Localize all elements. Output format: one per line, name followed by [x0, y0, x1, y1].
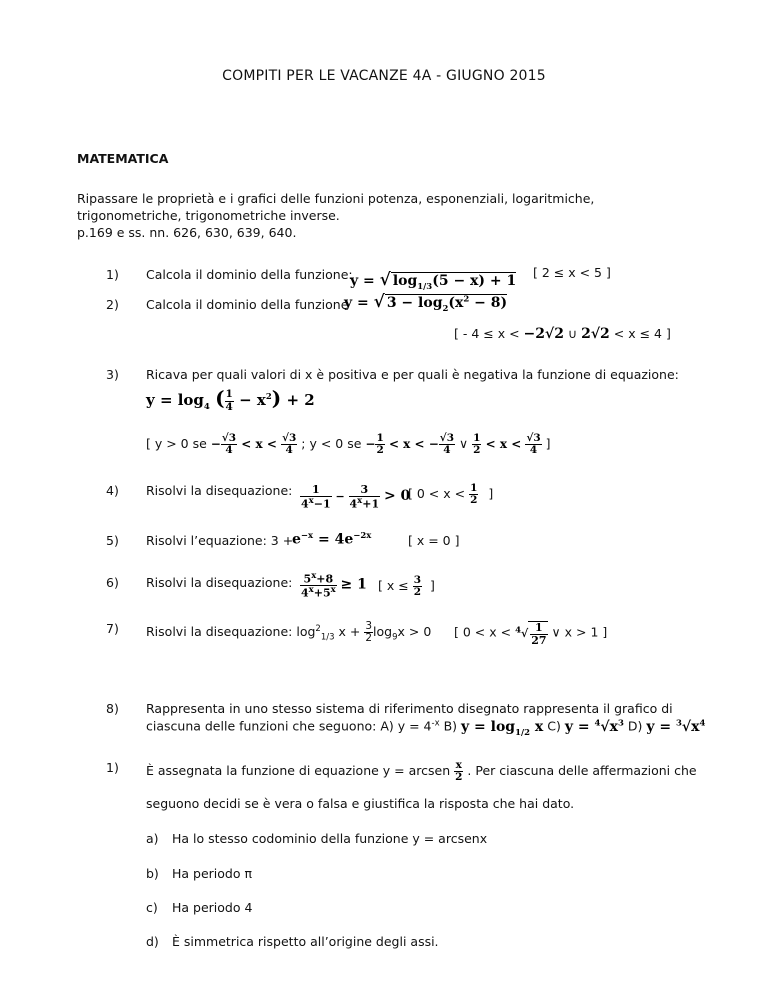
exercise-answer	[378, 575, 435, 598]
exercise-text: Risolvi l’equazione: 3 +	[146, 533, 294, 548]
exercise-text	[146, 760, 697, 783]
answer-part: ∨	[459, 436, 469, 452]
exercise-text: Risolvi la disequazione:	[146, 483, 293, 498]
exercise-text: Calcola il dominio della funzione:	[146, 267, 353, 282]
answer-part: [ 0 < x <	[454, 624, 512, 640]
text-part: È assegnata la funzione di equazione y = arcsen	[146, 763, 451, 779]
exercise-number: 5)	[106, 533, 119, 548]
intro-paragraph	[77, 190, 594, 241]
exercise-text: ciascuna delle funzioni che seguono: A) $y = 4^{-x}$ B) $y = \log_{1/2} x$ C) $y = ^4√x^3$ D) $y = ^3√x^4$	[146, 718, 706, 738]
formula-image: − $\frac{1}{2}$ < x < − $\frac{√3}{4}$	[365, 432, 455, 457]
text-part: ciascuna delle funzioni che seguono: A) y = 4	[146, 718, 432, 734]
text-part: Risolvi la disequazione: log	[146, 624, 316, 640]
exercise-text: seguono decidi se è vera o falsa e giustifica la risposta che hai dato.	[146, 796, 575, 811]
intro-line: trigonometriche, trigonometriche inverse.	[77, 208, 340, 223]
item-label: c)	[146, 900, 158, 915]
exercise-number: 2)	[106, 297, 119, 312]
formula-image: $y = \log_{1/2} x$	[461, 718, 544, 738]
formula-image: $\frac{3}{2}$	[365, 620, 373, 645]
exercise-number: 1)	[106, 267, 119, 282]
intro-line: p.169 e ss. nn. 626, 630, 639, 640.	[77, 225, 297, 240]
item-text: È simmetrica rispetto all’origine degli assi.	[172, 934, 439, 949]
formula-image: $e^{-x} = 4e^{-2x}$	[292, 531, 372, 548]
text-part: B)	[443, 718, 458, 734]
item-text: Ha lo stesso codominio della funzione y = arcsenx	[172, 831, 488, 846]
exercise-answer	[408, 483, 493, 506]
answer-part: ; y < 0 se	[301, 436, 362, 452]
answer-part: ]	[545, 436, 551, 452]
formula-image: $y = \log_4$ ( $\frac{1}{4}$ − $x^2) + 2$	[146, 386, 315, 413]
formula-image: $y = ^3√x^4$	[646, 718, 706, 735]
formula-image: $^4$√ $\frac{1}{27}$	[515, 621, 547, 647]
answer-part: ∨ x > 1 ]	[551, 624, 608, 640]
exercise-text: Risolvi la disequazione: $\log^2_{1/3} x$ + $\frac{3}{2}$ $\log_9x > 0$	[146, 620, 432, 645]
answer-part: [ 0 < x <	[408, 486, 466, 502]
text-part: x +	[338, 624, 361, 640]
formula-image: $\frac{1}{4^x-1}$ − $\frac{3}{4^x+1}$ > 0	[301, 483, 411, 511]
exercise-text: Calcola il dominio della funzione	[146, 297, 349, 312]
exercise-number: 8)	[106, 701, 119, 716]
answer-part: [ - 4 ≤ x <	[454, 326, 520, 341]
exercise-number: 4)	[106, 483, 119, 498]
answer-part: ]	[429, 578, 435, 594]
page-title: COMPITI PER LE VACANZE 4A - GIUGNO 2015	[222, 68, 546, 84]
exercise-number: 3)	[106, 367, 119, 382]
formula-image: $y = ^4√x^3$	[564, 718, 624, 735]
exercise-answer: [ 2 ≤ x < 5 ]	[533, 265, 611, 280]
formula-image: y = √ $3 - \log_2(x^2 - 8)$	[344, 292, 508, 314]
formula-image: $\frac{5^x+8}{4^x+5^x}$ ≥ 1	[301, 571, 367, 600]
exercise-number: 6)	[106, 575, 119, 590]
exercise-answer	[146, 433, 551, 456]
section-heading: MATEMATICA	[77, 151, 169, 166]
answer-part: [ y > 0 se	[146, 436, 207, 452]
formula-image: $\frac{x}{2}$	[455, 759, 463, 784]
text-part: C)	[547, 718, 561, 734]
item-text: Ha periodo π	[172, 866, 252, 881]
text-part: x > 0	[397, 624, 432, 640]
exercise-answer: [ x = 0 ]	[408, 533, 460, 548]
formula-image: − $\frac{√3}{4}$ < x < $\frac{√3}{4}$	[210, 432, 297, 457]
formula-image: $\frac{1}{2}$	[470, 482, 478, 507]
answer-part: ∪	[567, 326, 578, 341]
formula-image: 2√2	[581, 326, 610, 342]
exercise-text: Rappresenta in uno stesso sistema di riferimento disegnato rappresenta il grafico di	[146, 701, 673, 716]
exercise-number: 7)	[106, 621, 119, 636]
formula-image: $\frac{3}{2}$	[413, 574, 421, 599]
text-part: D)	[627, 718, 643, 734]
exercise-text: Risolvi la disequazione:	[146, 575, 293, 590]
text-part: log	[373, 624, 393, 640]
formula-image: $\frac{1}{2}$ < x < $\frac{√3}{4}$	[473, 432, 541, 457]
exercise-answer	[454, 621, 607, 646]
text-part: . Per ciascuna delle affermazioni che	[467, 763, 697, 779]
exercise-text: Ricava per quali valori di x è positiva e per quali è negativa la funzione di equazione:	[146, 367, 679, 382]
answer-part: [ x ≤	[378, 578, 409, 594]
answer-part: ]	[488, 486, 494, 502]
item-text: Ha periodo 4	[172, 900, 253, 915]
intro-line: Ripassare le proprietà e i grafici delle funzioni potenza, esponenziali, logaritmiche,	[77, 191, 595, 206]
item-label: d)	[146, 934, 159, 949]
answer-part: < x ≤ 4 ]	[613, 326, 671, 341]
formula-image: y = √ $\log_{1/3}(5 - x) + 1$	[350, 270, 517, 292]
exercise-number: 1)	[106, 760, 119, 775]
formula-image: −2√2	[523, 326, 564, 342]
item-label: b)	[146, 866, 159, 881]
item-label: a)	[146, 831, 159, 846]
exercise-answer	[454, 326, 671, 342]
